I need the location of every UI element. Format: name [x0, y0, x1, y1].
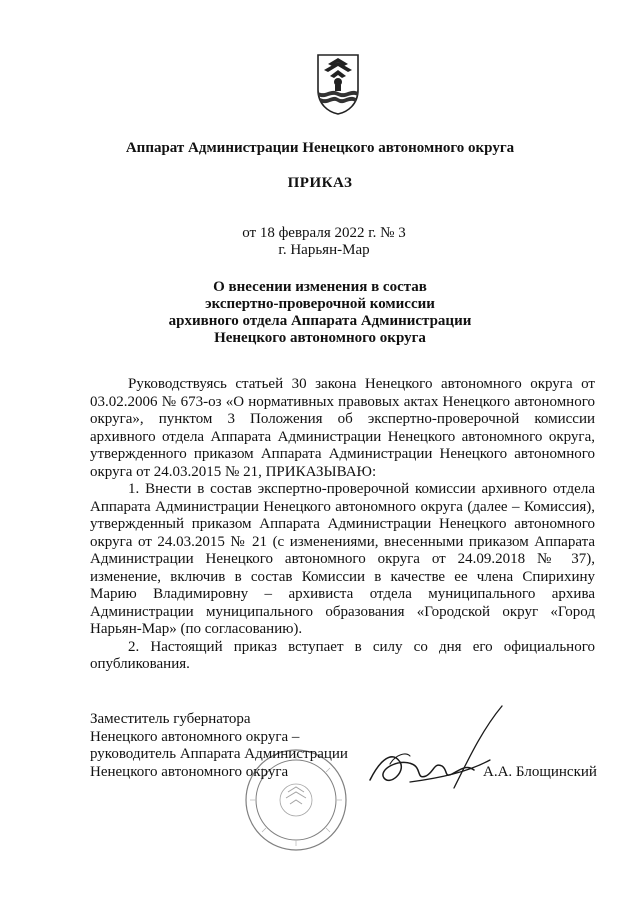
- subject-line: Ненецкого автономного округа: [214, 330, 426, 346]
- signatory-name: А.А. Блощинский: [483, 764, 597, 780]
- document-date-number: от 18 февраля 2022 г. № 3: [242, 225, 406, 241]
- subject-line: архивного отдела Аппарата Администрации: [168, 313, 472, 329]
- signatory-position-line: Ненецкого автономного округа: [90, 763, 289, 780]
- signatory-position-line: Ненецкого автономного округа –: [90, 728, 300, 745]
- body-paragraph-item-2: 2. Настоящий приказ вступает в силу со дня его официального опубликования.: [90, 638, 595, 672]
- organization-title: Аппарат Администрации Ненецкого автономного округа: [125, 140, 515, 156]
- document-type-title: ПРИКАЗ: [287, 175, 353, 191]
- signatory-position: [90, 711, 348, 781]
- handwritten-signature-icon: [350, 700, 510, 800]
- document-city: г. Нарьян-Мар: [278, 242, 370, 258]
- coat-of-arms-icon: [314, 52, 362, 116]
- subject-line: экспертно-проверочной комиссии: [205, 296, 435, 312]
- document-subject: [0, 279, 640, 347]
- body-paragraph-preamble: Руководствуясь статьей 30 закона Ненецкого автономного округа от 03.02.2006 № 673-оз «О нормативных правовых актах Ненецкого автономного округа», пунктом 3 Положения об экспертно-проверочной комиссии архивного отдела Аппарата Администрации Ненецкого автономного округа, утвержденного приказом Аппарата Администрации Ненецкого автономного округа от 24.03.2015 № 21, ПРИКАЗЫВАЮ:: [90, 376, 595, 480]
- signatory-position-line: руководитель Аппарата Администрации: [90, 746, 348, 762]
- signatory-position-line: Заместитель губернатора: [90, 711, 251, 727]
- body-paragraph-item-1: 1. Внести в состав экспертно-проверочной комиссии архивного отдела Аппарата Администрации Ненецкого автономного округа (далее – Комиссия), утвержденный приказом Аппарата Администрации Ненецкого автономного округа от 24.03.2015 № 21 (с изменениями, внесенными приказом Аппарата Администрации Ненецкого автономного округа от 24.09.2018 № 37), изменение, включив в состав Комиссии в качестве ее члена Спирихину Марию Владимировну – архивиста отдела муниципального архива Администрации муниципального образования «Городской округ «Город Нарьян-Мар» (по согласованию).: [90, 481, 595, 637]
- subject-line: О внесении изменения в состав: [213, 279, 427, 295]
- document-body: [90, 376, 595, 674]
